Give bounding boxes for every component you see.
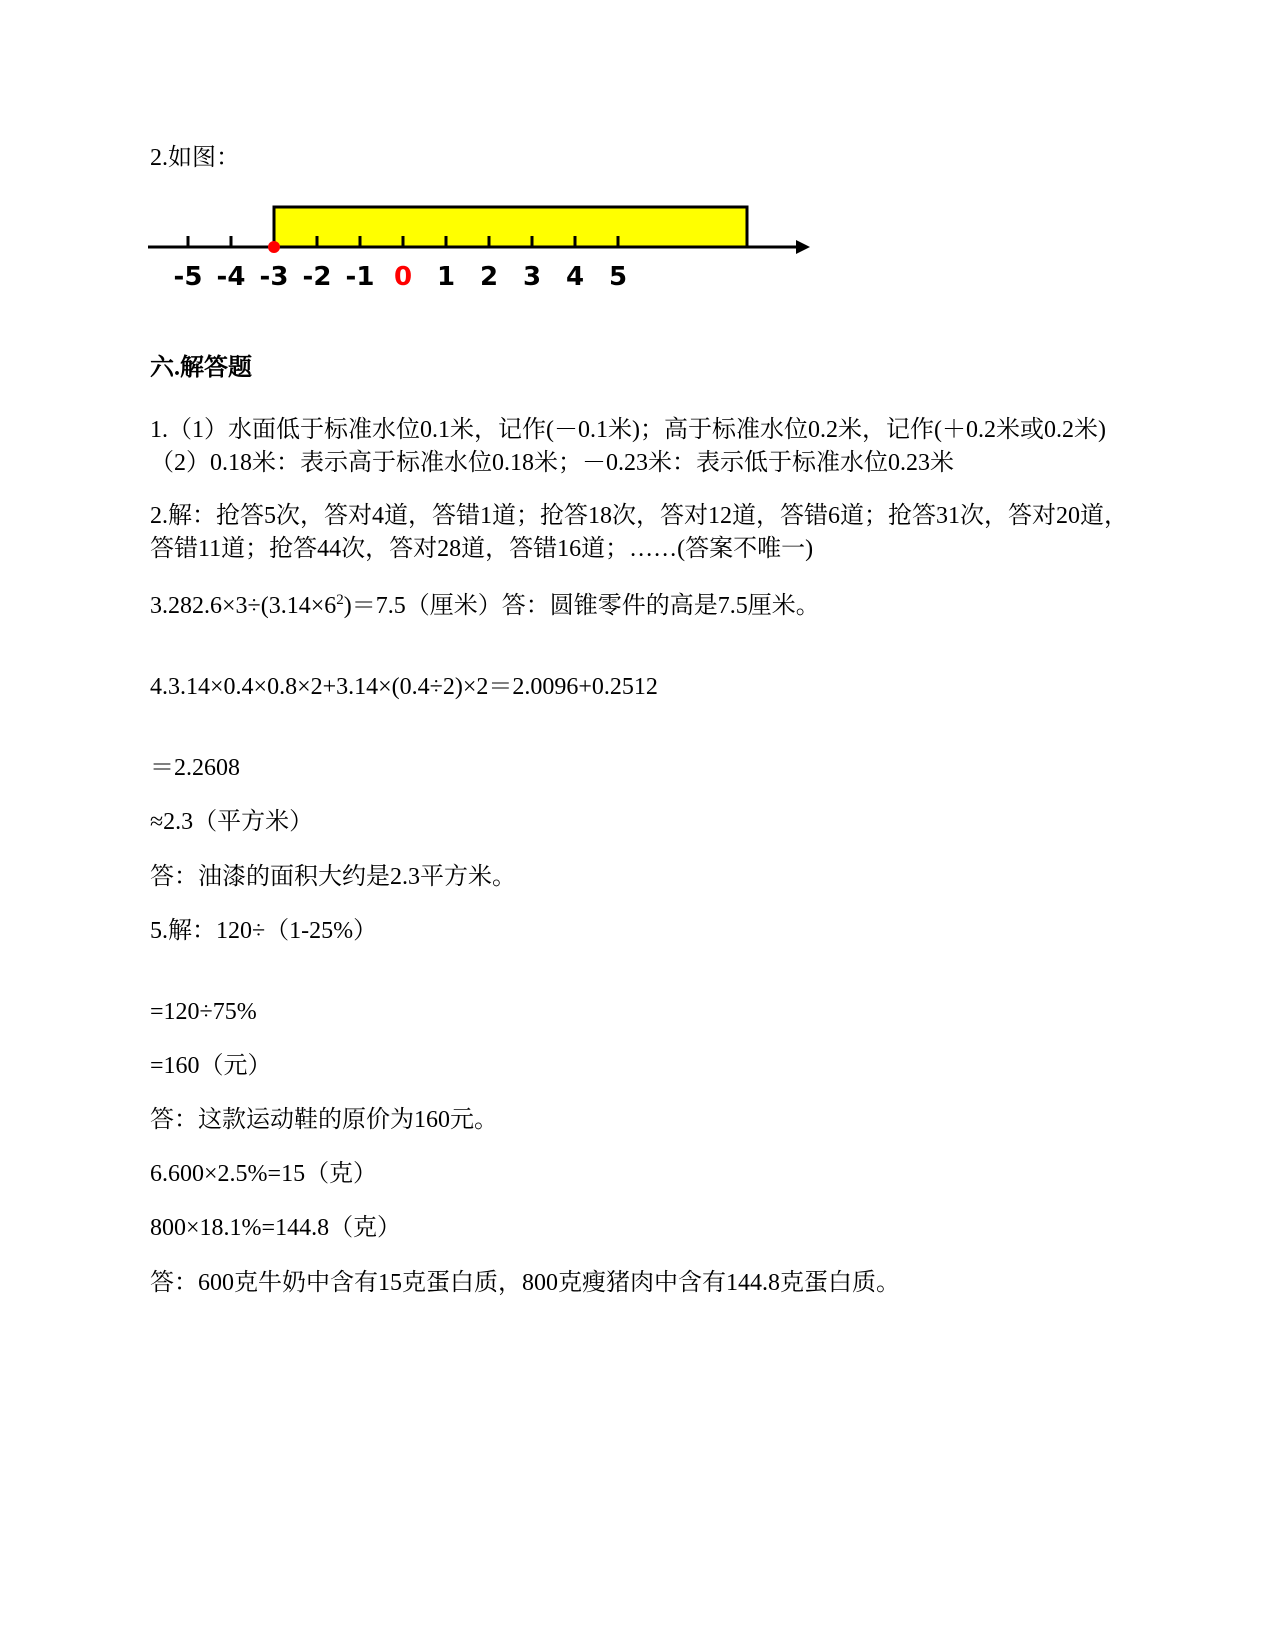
tick-label: -1 [345,262,375,292]
tick-label: -5 [173,262,203,292]
answer-1: 1.（1）水面低于标准水位0.1米，记作(－0.1米)；高于标准水位0.2米，记作(＋0.2米或0.2米) （2）0.18米：表示高于标准水位0.18米；－0.23米：表示低于标准水位0.23米 [150,417,1106,476]
tick-label: 3 [522,262,542,292]
number-line-figure [148,205,848,305]
answer-5-line-2: =120÷75% [150,999,257,1025]
tick-label: -4 [216,262,246,292]
highlight-band [274,207,747,247]
question-2-label: 2.如图： [150,145,240,171]
answer-3-exponent: 2 [336,592,344,608]
answer-4-line-4: 答：油漆的面积大约是2.3平方米。 [150,864,516,890]
answer-3 [150,590,820,623]
answer-5-line-3: =160（元） [150,1053,272,1079]
tick-label: 5 [608,262,628,292]
start-point [268,241,280,253]
answer-6-line-3: 答：600克牛奶中含有15克蛋白质，800克瘦猪肉中含有144.8克蛋白质。 [150,1270,900,1296]
arrow-head [796,240,810,254]
tick-label: -2 [302,262,332,292]
answer-3-part-1: 3.282.6×3÷(3.14×6 [150,593,337,619]
answer-6-line-1: 6.600×2.5%=15（克） [150,1161,378,1187]
tick-label: 2 [479,262,499,292]
tick-label: 4 [565,262,585,292]
answer-6-line-2: 800×18.1%=144.8（克） [150,1215,402,1241]
tick-label: -3 [259,262,289,292]
tick-label: 1 [436,262,456,292]
section-title: 六.解答题 [150,355,252,381]
answer-5-line-4: 答：这款运动鞋的原价为160元。 [150,1107,498,1133]
tick-label: 0 [393,262,413,292]
tick-labels [174,262,627,292]
answer-3-part-2: )＝7.5（厘米）答：圆锥零件的高是7.5厘米。 [343,593,820,619]
answer-4-line-2: ＝2.2608 [150,755,240,781]
answer-4-line-1: 4.3.14×0.4×0.8×2+3.14×(0.4÷2)×2＝2.0096+0.2512 [150,674,658,700]
answer-2: 2.解：抢答5次，答对4道，答错1道；抢答18次，答对12道，答错6道；抢答31次，答对20道，答错11道；抢答44次，答对28道，答错16道；……(答案不唯一) [150,503,1128,562]
answer-5-line-1: 5.解：120÷（1-25%） [150,918,378,944]
answer-4-line-3: ≈2.3（平方米） [150,809,314,835]
